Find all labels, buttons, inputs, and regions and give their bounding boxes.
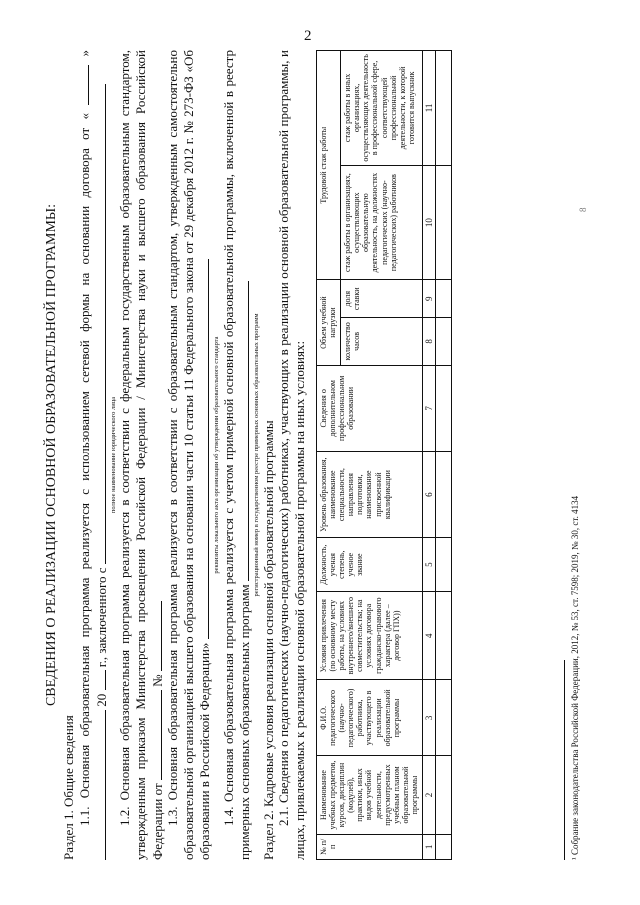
paragraph-2-1: 2.1. Сведения о педагогических (научно-педагогических) работниках, участвующих в реализации основной образовательной программы, и лицах, привлекаемых к реализации основной образовательной программы на иных условиях: bbox=[276, 50, 307, 860]
footnote: ¹ Собрание законодательства Российской Федерации, 2012, № 53, ст. 7598; 2019, № 30, ст. 4134 bbox=[570, 495, 580, 860]
number-sign: № bbox=[149, 674, 165, 687]
column-number: 6 bbox=[422, 451, 435, 537]
header-num: № п/п bbox=[316, 834, 422, 859]
table-cell bbox=[435, 451, 451, 537]
table-cell bbox=[435, 680, 451, 756]
table-cell bbox=[435, 318, 451, 366]
staff-table bbox=[316, 50, 452, 860]
paragraph-1-3-text: 1.3. Основная образовательная программа реализуется в соответствии с образовательным стандартом, утвержденным самостоятельно образовательной организацией высшего образования на основании части 10 статьи 11 Федерального закона от 29 декабря 2012 г. № 273-ФЗ «Об образовании в Российской Федерации» bbox=[165, 50, 213, 860]
table-cell bbox=[435, 365, 451, 451]
header-experience: Трудовой стаж работы bbox=[316, 51, 340, 280]
paragraph-1-3 bbox=[165, 50, 213, 860]
concluded-with: г., заключенного с bbox=[93, 567, 109, 668]
organization-blank bbox=[93, 84, 106, 564]
paragraph-1-1 bbox=[76, 50, 109, 860]
quote-close: » bbox=[77, 49, 93, 57]
header-conditions: Условия привлечения (по основному месту работы, на условиях внутреннего/внешнего совместительства; на условиях договора гражданско-правового характера (далее – договор ГПХ)) bbox=[316, 592, 422, 680]
header-pedagogical-experience: стаж работы в организациях, осуществляющих образовательную деятельность, на должностях педагогических (научно-педагогических) работников bbox=[340, 165, 422, 280]
column-number: 7 bbox=[422, 365, 435, 451]
table-cell bbox=[435, 165, 451, 280]
header-position: Должность, ученая степень, ученое звание bbox=[316, 538, 422, 592]
table-cell bbox=[435, 592, 451, 680]
section-1-heading: Раздел 1. Общие сведения bbox=[60, 715, 76, 860]
year-prefix: 20 bbox=[93, 693, 109, 707]
paragraph-1-4 bbox=[221, 50, 253, 860]
margin-mark: 8 bbox=[578, 207, 588, 212]
column-number: 9 bbox=[422, 280, 435, 318]
year-blank bbox=[93, 671, 106, 691]
page-number: 2 bbox=[304, 28, 312, 44]
note-legal-entity: полное наименование юридического лица bbox=[109, 396, 117, 514]
column-number: 4 bbox=[422, 592, 435, 680]
column-number: 11 bbox=[422, 51, 435, 166]
note-registry: регистрационный номер в государственном реестре примерных основных образовательных программ bbox=[252, 313, 260, 597]
header-hours: количество часов bbox=[340, 318, 422, 366]
note-local-act: реквизиты локального акта организации об утверждении образовательного стандарта bbox=[212, 336, 220, 574]
header-professional-experience: стаж работы в иных организациях, осуществляющих деятельность в профессиональной сфере, соответствующей профессиональной деятельности, к которой готовится выпускник bbox=[340, 51, 422, 166]
order-number-blank bbox=[149, 601, 162, 671]
paragraph-1-4-text: 1.4. Основная образовательная программа реализуется с учетом примерной основной образовательной программы, включенной в реестр примерных основных образовательных программ bbox=[220, 50, 253, 860]
paragraph-1-1-text: 1.1. Основная образовательная программа реализуется с использованием сетевой формы на основании договора от « bbox=[77, 113, 93, 826]
order-date-blank bbox=[149, 690, 162, 780]
paragraph-1-2 bbox=[117, 50, 165, 860]
table-cell bbox=[435, 51, 451, 166]
column-number: 2 bbox=[422, 756, 435, 834]
table-cell bbox=[435, 756, 451, 834]
column-number: 5 bbox=[422, 538, 435, 592]
column-number: 8 bbox=[422, 318, 435, 366]
paragraph-1-2-text: 1.2. Основная образовательная программа реализуется в соответствии с федеральным государственным образовательным стандартом, утвержденным приказом Министерства просвещения Российской Федерации / Министерства науки и высшего образования Российской Федерации от bbox=[117, 50, 165, 860]
section-2-heading: Раздел 2. Кадровые условия реализации основной образовательной программы bbox=[260, 420, 276, 860]
header-additional-education: Сведения о дополнительном профессиональном образовании bbox=[316, 365, 422, 451]
document-title: СВЕДЕНИЯ О РЕАЛИЗАЦИИ ОСНОВНОЙ ОБРАЗОВАТЕЛЬНОЙ ПРОГРАММЫ: bbox=[44, 203, 59, 707]
header-education: Уровень образования, наименование специальности, направления подготовки, наименование присвоенной квалификации bbox=[316, 451, 422, 537]
column-number: 3 bbox=[422, 680, 435, 756]
rotated-document-body bbox=[44, 50, 604, 860]
header-rate-share: доля ставки bbox=[340, 280, 422, 318]
header-workload: Объем учебной нагрузки bbox=[316, 280, 340, 365]
local-act-blank bbox=[196, 259, 209, 639]
header-name: Ф.И.О. педагогического (научно-педагогического) работника, участвующего в реализации образовательной программы bbox=[316, 680, 422, 756]
day-blank bbox=[76, 65, 89, 105]
footnote-separator bbox=[564, 660, 565, 860]
month-blank bbox=[93, 710, 106, 860]
table-empty-row bbox=[435, 51, 451, 860]
table-cell bbox=[435, 834, 451, 859]
column-number: 10 bbox=[422, 165, 435, 280]
table-cell bbox=[435, 538, 451, 592]
table-column-numbers bbox=[422, 51, 435, 860]
column-number: 1 bbox=[422, 834, 435, 859]
header-subjects: Наименование учебных предметов, курсов, дисциплин (модулей), практики, иных видов учебной деятельности, предусмотренных учебным планом образовательной программы bbox=[316, 756, 422, 834]
registry-number-blank bbox=[236, 281, 249, 581]
table-cell bbox=[435, 280, 451, 318]
